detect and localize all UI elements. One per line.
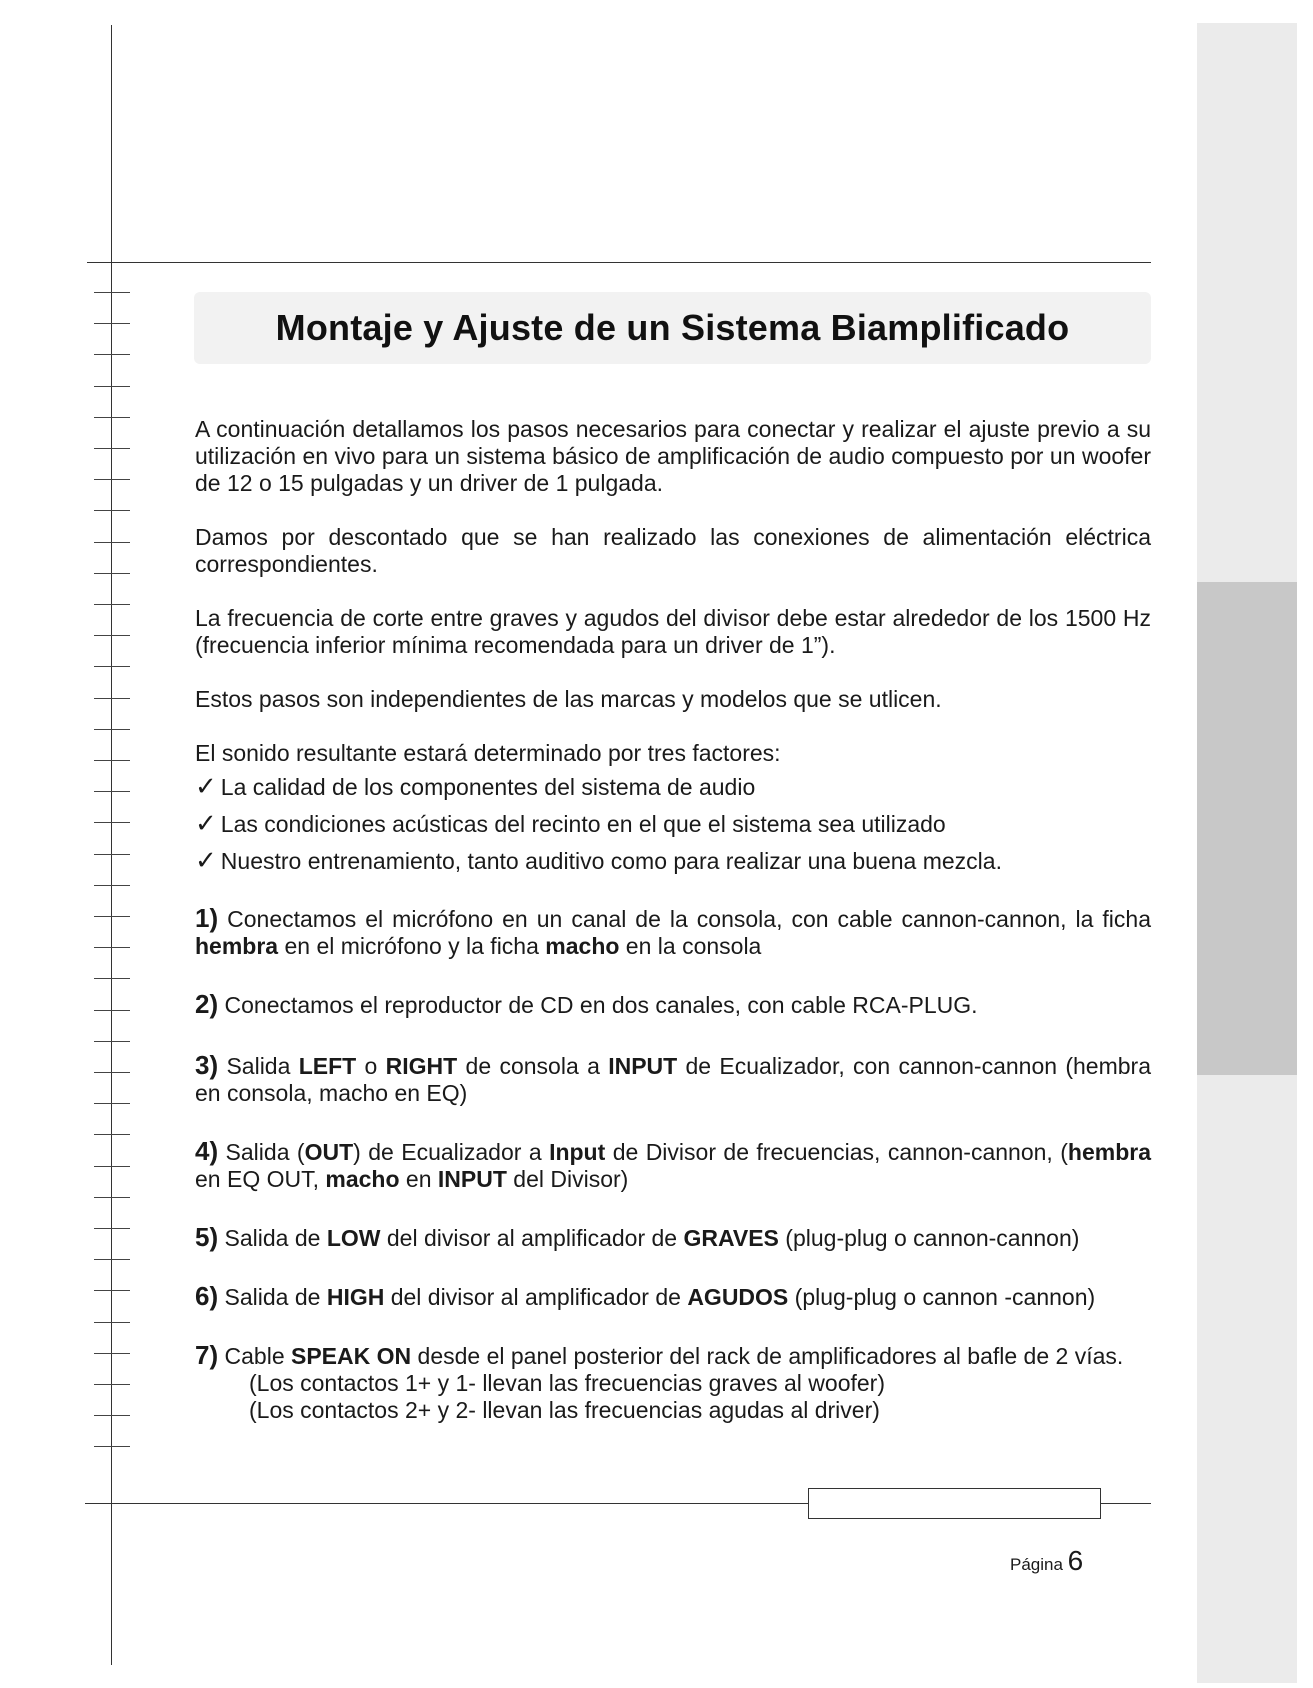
margin-tick (94, 1353, 130, 1354)
margin-tick (94, 1228, 130, 1229)
margin-tick (94, 417, 130, 418)
margin-tick (94, 635, 130, 636)
step-bold: hembra (195, 933, 279, 959)
factor-item (195, 848, 1151, 875)
intro-paragraph: A continuación detallamos los pasos necesarios para conectar y realizar el ajuste previo a su utilización en vivo para un sistema básico de amplificación de audio compuesto por un woofer de 12 o 15 pulgadas y un driver de 1 pulgada. (195, 416, 1151, 496)
margin-tick (94, 542, 130, 543)
step-5 (195, 1224, 1151, 1252)
factor-text: Las condiciones acústicas del recinto en el que el sistema sea utilizado (220, 811, 946, 837)
margin-tick (94, 760, 130, 761)
check-mark-icon: ✓ (195, 846, 217, 876)
step-number: 3) (195, 1050, 219, 1080)
step-number: 1) (195, 903, 219, 933)
step-bold: macho (325, 1166, 400, 1192)
margin-tick (94, 1041, 130, 1042)
factor-text: Nuestro entrenamiento, tanto auditivo como para realizar una buena mezcla. (220, 848, 1002, 874)
margin-tick (94, 1384, 130, 1385)
step-text: ) de Ecualizador a (353, 1139, 550, 1165)
margin-tick (94, 479, 130, 480)
margin-tick (94, 1322, 130, 1323)
margin-tick (94, 1290, 130, 1291)
step-bold: SPEAK ON (291, 1343, 412, 1369)
check-mark-icon: ✓ (195, 772, 217, 802)
page-number-value: 6 (1067, 1545, 1084, 1576)
step-text: desde el panel posterior del rack de amplificadores al bafle de 2 vías. (411, 1343, 1124, 1369)
step-text: en (399, 1166, 438, 1192)
step-bold: AGUDOS (687, 1284, 789, 1310)
step-number: 2) (195, 989, 219, 1019)
margin-tick (94, 1072, 130, 1073)
margin-tick (94, 916, 130, 917)
step-text: Salida de (218, 1225, 327, 1251)
margin-tick (94, 1103, 130, 1104)
step-bold: GRAVES (683, 1225, 779, 1251)
step-2 (195, 991, 1151, 1019)
margin-tick (94, 978, 130, 979)
top-horizontal-rule (87, 262, 1151, 263)
step-bold: INPUT (608, 1053, 678, 1079)
factor-text: La calidad de los componentes del sistema de audio (220, 774, 756, 800)
margin-tick (94, 354, 130, 355)
step-bold: HIGH (326, 1284, 385, 1310)
step-bold: Input (549, 1139, 606, 1165)
margin-tick (94, 604, 130, 605)
margin-tick (94, 510, 130, 511)
power-paragraph: Damos por descontado que se han realizado las conexiones de alimentación eléctrica correspondientes. (195, 524, 1151, 577)
margin-tick (94, 854, 130, 855)
margin-tick (94, 822, 130, 823)
factor-item (195, 811, 1151, 838)
step-text: Salida ( (218, 1139, 305, 1165)
margin-tick (94, 1259, 130, 1260)
margin-tick (94, 885, 130, 886)
factor-item (195, 774, 1151, 801)
step-text: de Ecualizador, con cannon-cannon (hembra en consola, macho en EQ) (195, 1053, 1151, 1106)
step-bold: macho (545, 933, 620, 959)
margin-tick (94, 947, 130, 948)
step-text: en el micrófono y la ficha (278, 933, 546, 959)
margin-tick (94, 1166, 130, 1167)
margin-tick (94, 573, 130, 574)
step-7-note-2: (Los contactos 2+ y 2- llevan las frecuencias agudas al driver) (249, 1397, 880, 1423)
step-text: de Divisor de frecuencias, cannon-cannon, ( (605, 1139, 1068, 1165)
margin-tick (94, 1446, 130, 1447)
step-text: Salida (218, 1053, 299, 1079)
step-text: del divisor al amplificador de (380, 1225, 684, 1251)
step-text: Cable (218, 1343, 291, 1369)
margin-tick (94, 791, 130, 792)
step-6 (195, 1283, 1151, 1311)
step-number: 6) (195, 1281, 219, 1311)
step-bold: LOW (326, 1225, 381, 1251)
margin-tick (94, 448, 130, 449)
step-1 (195, 905, 1151, 960)
step-text: (plug-plug o cannon -cannon) (788, 1284, 1096, 1310)
step-number: 7) (195, 1340, 219, 1370)
margin-tick (94, 1415, 130, 1416)
factors-intro: El sonido resultante estará determinado por tres factores: (195, 740, 781, 766)
step-bold: OUT (304, 1139, 354, 1165)
step-bold: INPUT (437, 1166, 507, 1192)
margin-vertical-rule (111, 25, 112, 1665)
margin-tick (94, 666, 130, 667)
step-text: de consola a (457, 1053, 609, 1079)
step-text: en EQ OUT, (195, 1166, 326, 1192)
step-text: del divisor al amplificador de (384, 1284, 688, 1310)
step-number: 4) (195, 1136, 219, 1166)
step-4 (195, 1138, 1151, 1193)
title-box (194, 292, 1151, 364)
margin-tick (94, 1010, 130, 1011)
margin-tick (94, 386, 130, 387)
margin-tick (94, 1197, 130, 1198)
step-7 (195, 1342, 1151, 1370)
step-text: del Divisor) (506, 1166, 629, 1192)
step-text: o (356, 1053, 386, 1079)
document-body (195, 416, 1151, 1424)
step-text: Salida de (218, 1284, 327, 1310)
independence-paragraph: Estos pasos son independientes de las marcas y modelos que se utlicen. (195, 686, 942, 712)
step-bold: RIGHT (385, 1053, 458, 1079)
check-mark-icon: ✓ (195, 809, 217, 839)
step-7-note-1: (Los contactos 1+ y 1- llevan las frecuencias graves al woofer) (249, 1370, 886, 1396)
step-number: 5) (195, 1222, 219, 1252)
step-3 (195, 1052, 1151, 1107)
side-tab-dark (1197, 582, 1297, 1075)
step-text: (plug-plug o cannon-cannon) (778, 1225, 1080, 1251)
crossover-paragraph: La frecuencia de corte entre graves y agudos del divisor debe estar alrededor de los 1500 Hz (frecuencia inferior mínima recomendada para un driver de 1”). (195, 605, 1151, 658)
step-text: Conectamos el micrófono en un canal de la consola, con cable cannon-cannon, la ficha (218, 906, 1151, 932)
page-label: Página (1010, 1555, 1063, 1574)
margin-tick (94, 729, 130, 730)
margin-tick (94, 292, 130, 293)
margin-tick (94, 323, 130, 324)
step-bold: LEFT (298, 1053, 357, 1079)
step-text: en la consola (619, 933, 762, 959)
step-bold: hembra (1067, 1139, 1151, 1165)
margin-tick (94, 1134, 130, 1135)
page-number (1010, 1545, 1083, 1577)
margin-tick (94, 698, 130, 699)
step-text: Conectamos el reproductor de CD en dos canales, con cable RCA-PLUG. (218, 992, 978, 1018)
page-title: Montaje y Ajuste de un Sistema Biamplificado (275, 307, 1070, 348)
footer-box (808, 1488, 1101, 1519)
